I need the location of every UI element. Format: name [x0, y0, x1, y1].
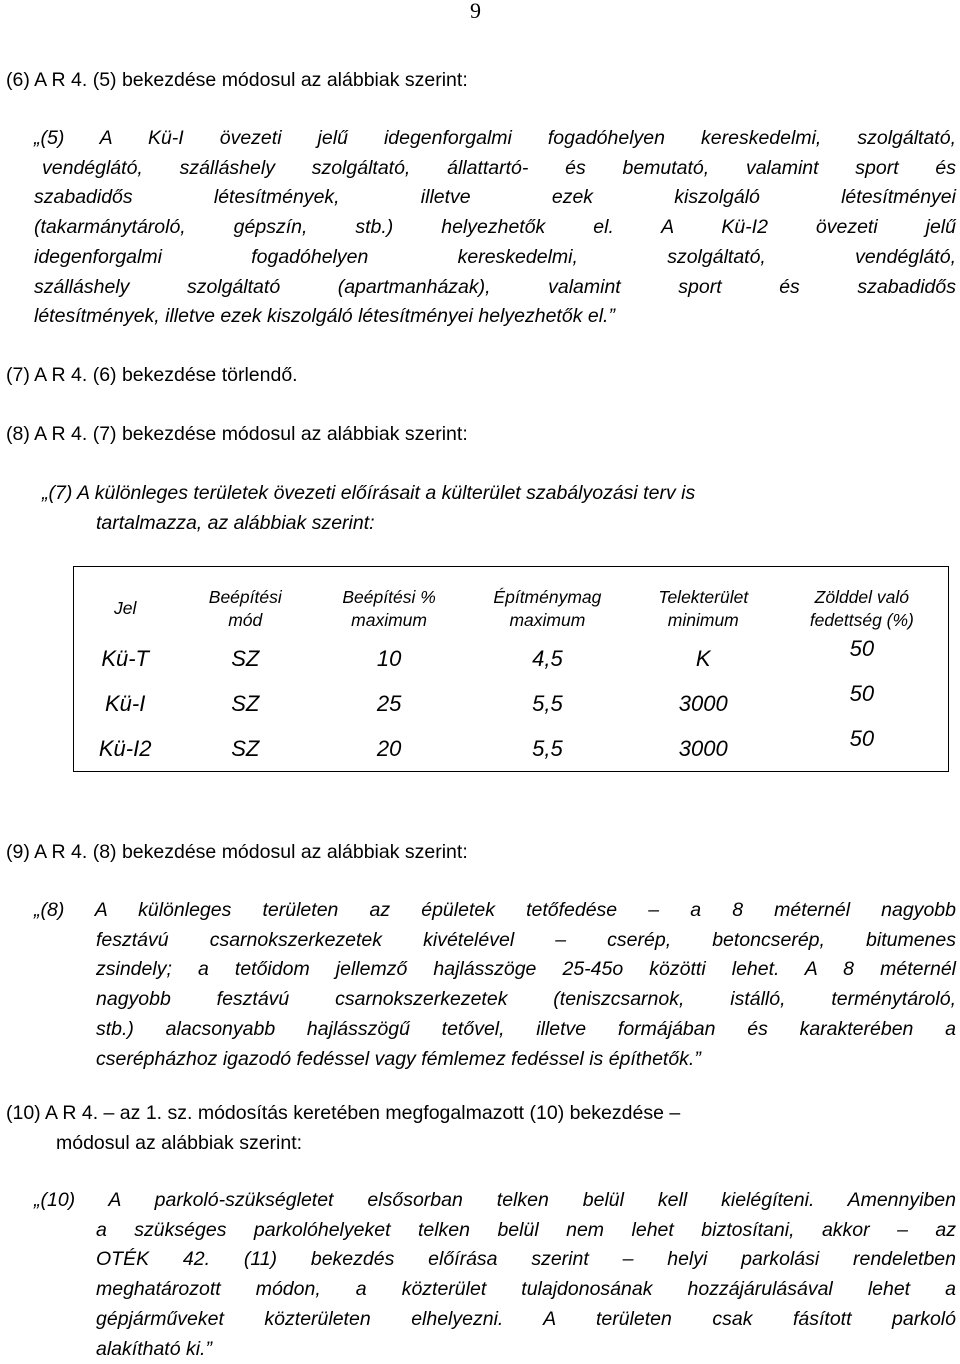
- quote-line: tartalmazza, az alábbiak szerint:: [96, 511, 375, 534]
- section-6-heading: (6) A R 4. (5) bekezdése módosul az alábbiak szerint:: [6, 69, 468, 91]
- table-cell: Kü-I: [104, 690, 146, 716]
- quote-line: „(5) A Kü-I övezeti jelű idegenforgalmi fogadóhelyen kereskedelmi, szolgáltató,: [34, 127, 956, 149]
- quote-line: gépjárműveket közterületen elhelyezni. A területen csak fásított parkoló: [96, 1307, 956, 1330]
- table-cell: 4,5: [532, 645, 563, 671]
- table-row: [74, 681, 949, 726]
- heading-line: módosul az alábbiak szerint:: [56, 1131, 303, 1154]
- quote-line: idegenforgalmi fogadóhelyen kereskedelmi, szolgáltató, vendéglátó,: [34, 245, 956, 268]
- quote-line: „(10) A parkoló-szükségletet elsősorban telken belül kell kielégíteni. Amennyiben: [34, 1189, 956, 1211]
- quote-line: OTÉK 42. (11) bekezdés előírása szerint – helyi parkolási rendeletben: [96, 1248, 956, 1271]
- table-cell: SZ: [231, 735, 260, 761]
- section-8-heading: (8) A R 4. (7) bekezdése módosul az alábbiak szerint:: [6, 423, 468, 445]
- header-cell: Telekterület minimum: [658, 586, 749, 630]
- section-7-heading: (7) A R 4. (6) bekezdése törlendő.: [6, 364, 298, 386]
- quote-line: „(8) A különleges területen az épületek tetőfedése – a 8 méternél nagyobb: [34, 899, 956, 921]
- quote-line: a szükséges parkolóhelyeket telken belül nem lehet biztosítani, akkor – az: [96, 1218, 956, 1241]
- table-cell: 25: [376, 690, 402, 716]
- table-cell: 20: [376, 735, 402, 761]
- table-row: [74, 636, 949, 681]
- regulation-table: [73, 566, 949, 772]
- quote-line: stb.) alacsonyabb hajlásszögű tetővel, illetve formájában és karakterében a: [96, 1017, 956, 1040]
- section-10-quote: [34, 1186, 956, 1364]
- table-cell: 3000: [678, 690, 728, 716]
- quote-line: vendéglátó, szálláshely szolgáltató, állattartó- és bemutató, valamint sport és: [42, 156, 956, 179]
- section-6-quote: [34, 124, 956, 332]
- header-cell: Beépítési mód: [208, 586, 282, 630]
- table-cell: Kü-I2: [98, 735, 152, 761]
- quote-line: „(7) A különleges területek övezeti előírásait a külterület szabályozási terv is: [42, 482, 696, 504]
- quote-line: fesztávú csarnokszerkezetek kivételével – cserép, betoncserép, bitumenes: [96, 928, 956, 951]
- table-cell: Kü-T: [101, 645, 149, 671]
- table-cell: 5,5: [532, 690, 563, 716]
- header-cell: Jel: [113, 598, 137, 618]
- section-8-quote: [42, 479, 956, 538]
- section-9-quote: [34, 896, 956, 1074]
- table-cell: 5,5: [532, 735, 563, 761]
- table-cell: K: [695, 645, 711, 671]
- page-number: 9: [470, 0, 481, 23]
- quote-line: szabadidős létesítmények, illetve ezek kiszolgáló létesítményei: [34, 186, 956, 209]
- header-cell: Építménymag maximum: [493, 586, 602, 630]
- header-cell: Zölddel való fedettség (%): [809, 586, 914, 630]
- heading-line: (10) A R 4. – az 1. sz. módosítás keretében megfogalmazott (10) bekezdése –: [6, 1102, 681, 1124]
- quote-line: (takarmánytároló, gépszín, stb.) helyezhetők el. A Kü-I2 övezeti jelű: [34, 216, 956, 239]
- quote-line: cserépházhoz igazodó fedéssel vagy fémlemez fedéssel is építhetők.”: [96, 1047, 701, 1070]
- table-cell: 50: [849, 681, 875, 706]
- table-cell: 10: [376, 645, 402, 671]
- table-cell: 3000: [678, 735, 728, 761]
- quote-line: szálláshely szolgáltató (apartmanházak), valamint sport és szabadidős: [34, 275, 956, 298]
- table-cell: 50: [849, 726, 875, 751]
- table-cell: 50: [849, 636, 875, 661]
- table-cell: SZ: [231, 690, 260, 716]
- quote-line: meghatározott módon, a közterület tulajdonosának hozzájárulásával lehet a: [96, 1278, 956, 1301]
- section-9-heading: (9) A R 4. (8) bekezdése módosul az alábbiak szerint:: [6, 841, 468, 863]
- table-cell: SZ: [231, 645, 260, 671]
- quote-line: alakítható ki.”: [96, 1337, 212, 1360]
- section-10-heading: [6, 1099, 906, 1158]
- table-row: [74, 726, 949, 772]
- table-header-row: [74, 567, 949, 637]
- header-cell: Beépítési % maximum: [342, 586, 436, 630]
- quote-line: nagyobb fesztávú csarnokszerkezetek (teniszcsarnok, istálló, terménytároló,: [96, 988, 956, 1011]
- quote-line: létesítmények, illetve ezek kiszolgáló létesítményei helyezhetők el.”: [34, 305, 615, 328]
- quote-line: zsindely; a tetőidom jellemző hajlásszöge 25-45o közötti lehet. A 8 méternél: [96, 958, 956, 981]
